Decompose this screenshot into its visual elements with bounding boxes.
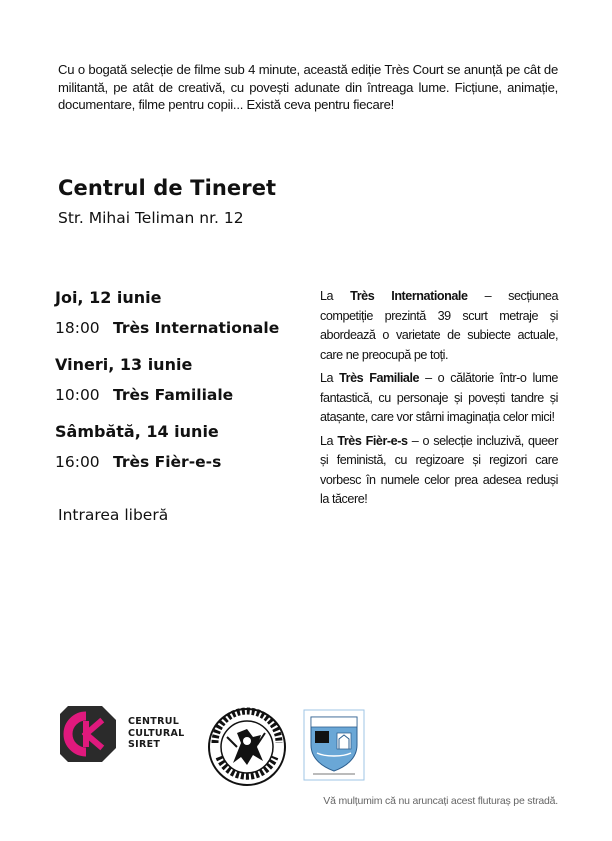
description-prefix: La	[320, 433, 338, 448]
schedule-slot	[55, 384, 310, 406]
ccs-logo-text	[128, 716, 184, 751]
schedule-day: Joi, 12 iunie	[55, 288, 162, 307]
description-title: Très Familiale	[339, 371, 420, 385]
schedule-time: 10:00	[55, 386, 100, 404]
description-international	[320, 287, 558, 365]
ccs-line: SIRET	[128, 739, 161, 750]
ccs-line: CULTURAL	[128, 727, 185, 739]
schedule-slot	[55, 451, 310, 473]
partner-logos	[56, 702, 376, 792]
description-prefix: La	[320, 371, 340, 385]
free-entry-note: Intrarea liberă	[58, 506, 169, 524]
latcu-voda-seal-icon	[207, 707, 287, 787]
description-title: Très Fièr-e-s	[337, 433, 408, 448]
schedule-day: Sâmbătă, 14 iunie	[55, 422, 219, 441]
schedule-day: Vineri, 13 iunie	[55, 355, 193, 374]
school-crest-icon	[303, 709, 365, 781]
description-text: – o selecție incluzivă, queer și feministă, cu regizoare și regizori care vorbesc în numele celor prea adesea reduși la tăcere!	[320, 433, 558, 506]
venue-name: Centrul de Tineret	[58, 176, 277, 200]
ccs-line: CENTRUL	[128, 716, 180, 727]
description-text: – o călătorie într-o lume fantastică, cu personaje și povești tandre și atașante, care vor stârni imaginația celor mici!	[320, 371, 558, 424]
description-fieres	[320, 432, 558, 510]
description-text: – secțiunea competiție prezintă 39 scurt metraje și abordează o varietate de subiecte actuale, care ne preocupă pe toți.	[320, 289, 558, 362]
schedule-film: Très Familiale	[113, 386, 234, 404]
schedule-time: 16:00	[55, 453, 100, 471]
schedule	[55, 287, 310, 488]
centrul-cultural-siret-logo-icon	[56, 702, 120, 766]
schedule-time: 18:00	[55, 319, 100, 337]
schedule-slot	[55, 317, 310, 339]
description-prefix: La	[320, 289, 351, 303]
description-title: Très Internationale	[350, 289, 468, 303]
description-familiale	[320, 369, 558, 428]
schedule-film: Très Fièr-e-s	[113, 453, 222, 471]
schedule-film: Très Internationale	[113, 319, 280, 337]
footer-note: Vă mulțumim că nu aruncați acest fluturaș pe stradă.	[323, 795, 558, 807]
intro-paragraph: Cu o bogată selecție de filme sub 4 minute, această ediție Très Court se anunță pe cât de militantă, pe atât de creativă, cu povești adunate din întreaga lume. Ficțiune, animație, documentare, filme pentru copii... Există ceva pentru fiecare!	[58, 62, 558, 112]
section-descriptions	[320, 287, 558, 514]
venue-address: Str. Mihai Teliman nr. 12	[58, 209, 244, 227]
